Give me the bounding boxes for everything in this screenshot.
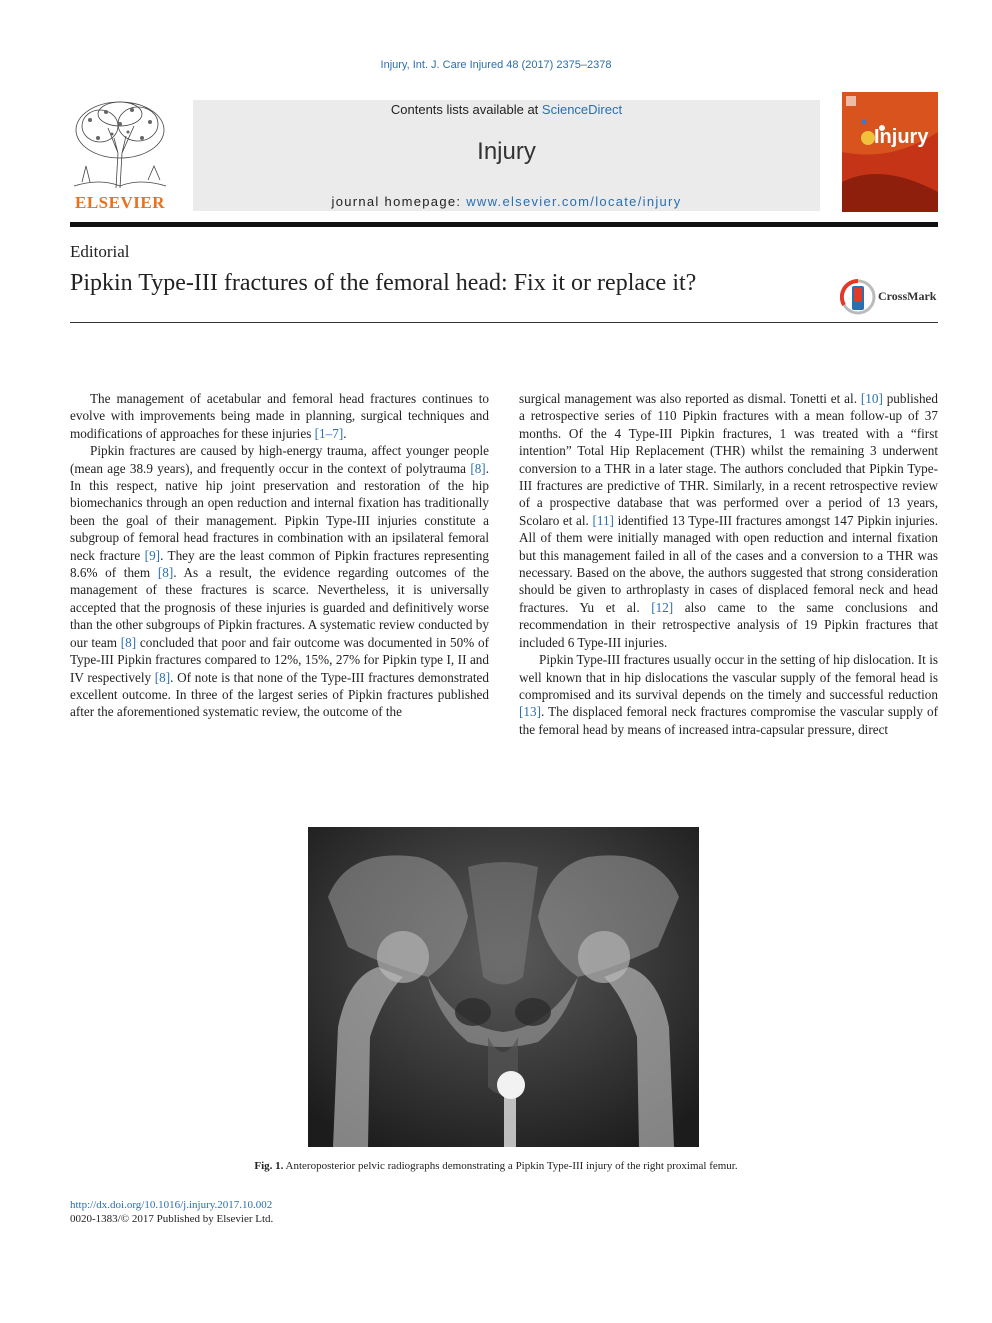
crossmark-icon [840, 278, 876, 316]
homepage-prefix: journal homepage: [331, 194, 467, 209]
contents-prefix: Contents lists available at [390, 102, 542, 117]
reference-link[interactable]: [8] [154, 669, 171, 685]
cover-title: Injury [874, 126, 929, 148]
doi-link[interactable]: http://dx.doi.org/10.1016/j.injury.2017.10.002 [70, 1199, 273, 1211]
homepage-link[interactable]: www.elsevier.com/locate/injury [466, 194, 682, 209]
cover-art-icon [842, 92, 938, 212]
reference-link[interactable]: [9] [144, 547, 161, 563]
reference-link[interactable]: [13] [519, 704, 541, 720]
crossmark-label: CrossMark [878, 289, 937, 303]
paragraph: Pipkin fractures are caused by high-energy trauma, affect younger people (mean age 38.9 years), and frequently occur in the context of polytrauma [8]. In this respect, native hip joint preservation and restoration of the hip biomechanics through an open reduction and internal fixation has traditionally been the goal of their management. Pipkin Type-III injuries constitute a subgroup of femoral head fractures in combination with an ipsilateral femoral neck fracture [9]. They are the least common of Pipkin fractures representing 8.6% of them [8]. As a result, the evidence regarding outcomes of the management of these fractures is scarce. Nevertheless, it is universally accepted that the prognosis of these injuries is guarded and definitively worse than the other subgroups of Pipkin fractures. A systematic review conducted by our team [8] concluded that poor and fair outcome was documented in 50% of Type-III Pipkin fractures compared to 12%, 15%, 27% for Pipkin type I, II and IV respectively [8]. Of note is that none of the Type-III fractures demonstrated excellent outcome. In three of the largest series of Pipkin fractures published after the aforementioned systematic review, the outcome of the [70, 443, 490, 720]
reference-link[interactable]: [8] [157, 565, 174, 581]
radiograph-image [308, 827, 699, 1147]
article-title: Pipkin Type-III fractures of the femoral head: Fix it or replace it? [70, 270, 697, 296]
reference-link[interactable]: [11] [592, 512, 614, 528]
copyright-notice: 0020-1383/© 2017 Published by Elsevier Ltd. [70, 1213, 274, 1225]
header-divider [70, 222, 938, 227]
reference-link[interactable]: [8] [120, 634, 137, 650]
paragraph: The management of acetabular and femoral head fractures continues to evolve with improvements being made in planning, surgical techniques and modifications of approaches for these injuries [1–7]. [70, 391, 489, 441]
crossmark-button[interactable] [840, 278, 940, 316]
journal-banner [193, 100, 820, 211]
body-column-left [70, 390, 489, 721]
journal-name: Injury [477, 138, 536, 165]
elsevier-logo[interactable] [70, 98, 170, 213]
journal-citation[interactable]: Injury, Int. J. Care Injured 48 (2017) 2375–2378 [380, 59, 612, 71]
figure-caption [0, 1160, 992, 1172]
homepage-line [193, 194, 820, 209]
title-divider [70, 322, 938, 323]
journal-cover[interactable] [842, 92, 938, 212]
publisher-name: ELSEVIER [75, 193, 165, 212]
article-type: Editorial [70, 242, 130, 261]
paragraph: Pipkin Type-III fractures usually occur in the setting of hip dislocation. It is well known that in hip dislocations the vascular supply of the femoral head is compromised and its survival depends on the timely and successful reduction [13]. The displaced femoral neck fractures compromise the vascular supply of the femoral head by means of increased intra-capsular pressure, direct [519, 652, 938, 737]
figure-label: Fig. 1. [254, 1160, 284, 1172]
body-column-right [519, 390, 938, 738]
paragraph: surgical management was also reported as dismal. Tonetti et al. [10] published a retrospective series of 110 Pipkin fractures with a mean follow-up of 37 months. Of the 4 Type-III Pipkin fractures, 1 was treated with a “first intention” Total Hip Replacement (THR) whilst the remaining 3 underwent conversion to a THR in a later stage. The authors concluded that Pipkin Type-III fractures are predictive of THR. Similarly, in a recent retrospective review of a prospective database that was performed over a period of 13 years, Scolaro et al. [11] identified 13 Type-III fractures amongst 147 Pipkin injuries. All of them were initially managed with open reduction and internal fixation but this management failed in all of the cases and a conversion to a THR was necessary. Based on the above, the authors suggested that strong consideration should be given to arthroplasty in cases of displaced femoral neck and head fractures. Yu et al. [12] also came to the same conclusions and recommendation in their retrospective analysis of 19 Pipkin fractures that included 6 Type-III injuries. [519, 391, 938, 650]
sciencedirect-link[interactable]: ScienceDirect [541, 102, 623, 117]
reference-link[interactable]: [1–7] [314, 425, 344, 441]
figure-caption-text: Anteroposterior pelvic radiographs demonstrating a Pipkin Type-III injury of the right proximal femur. [283, 1160, 738, 1172]
reference-link[interactable]: [12] [651, 599, 674, 615]
tree-icon [70, 98, 170, 193]
pelvic-radiograph-figure[interactable] [308, 827, 699, 1147]
contents-line [193, 102, 820, 117]
reference-link[interactable]: [8] [470, 460, 486, 476]
reference-link[interactable]: [10] [860, 391, 883, 406]
